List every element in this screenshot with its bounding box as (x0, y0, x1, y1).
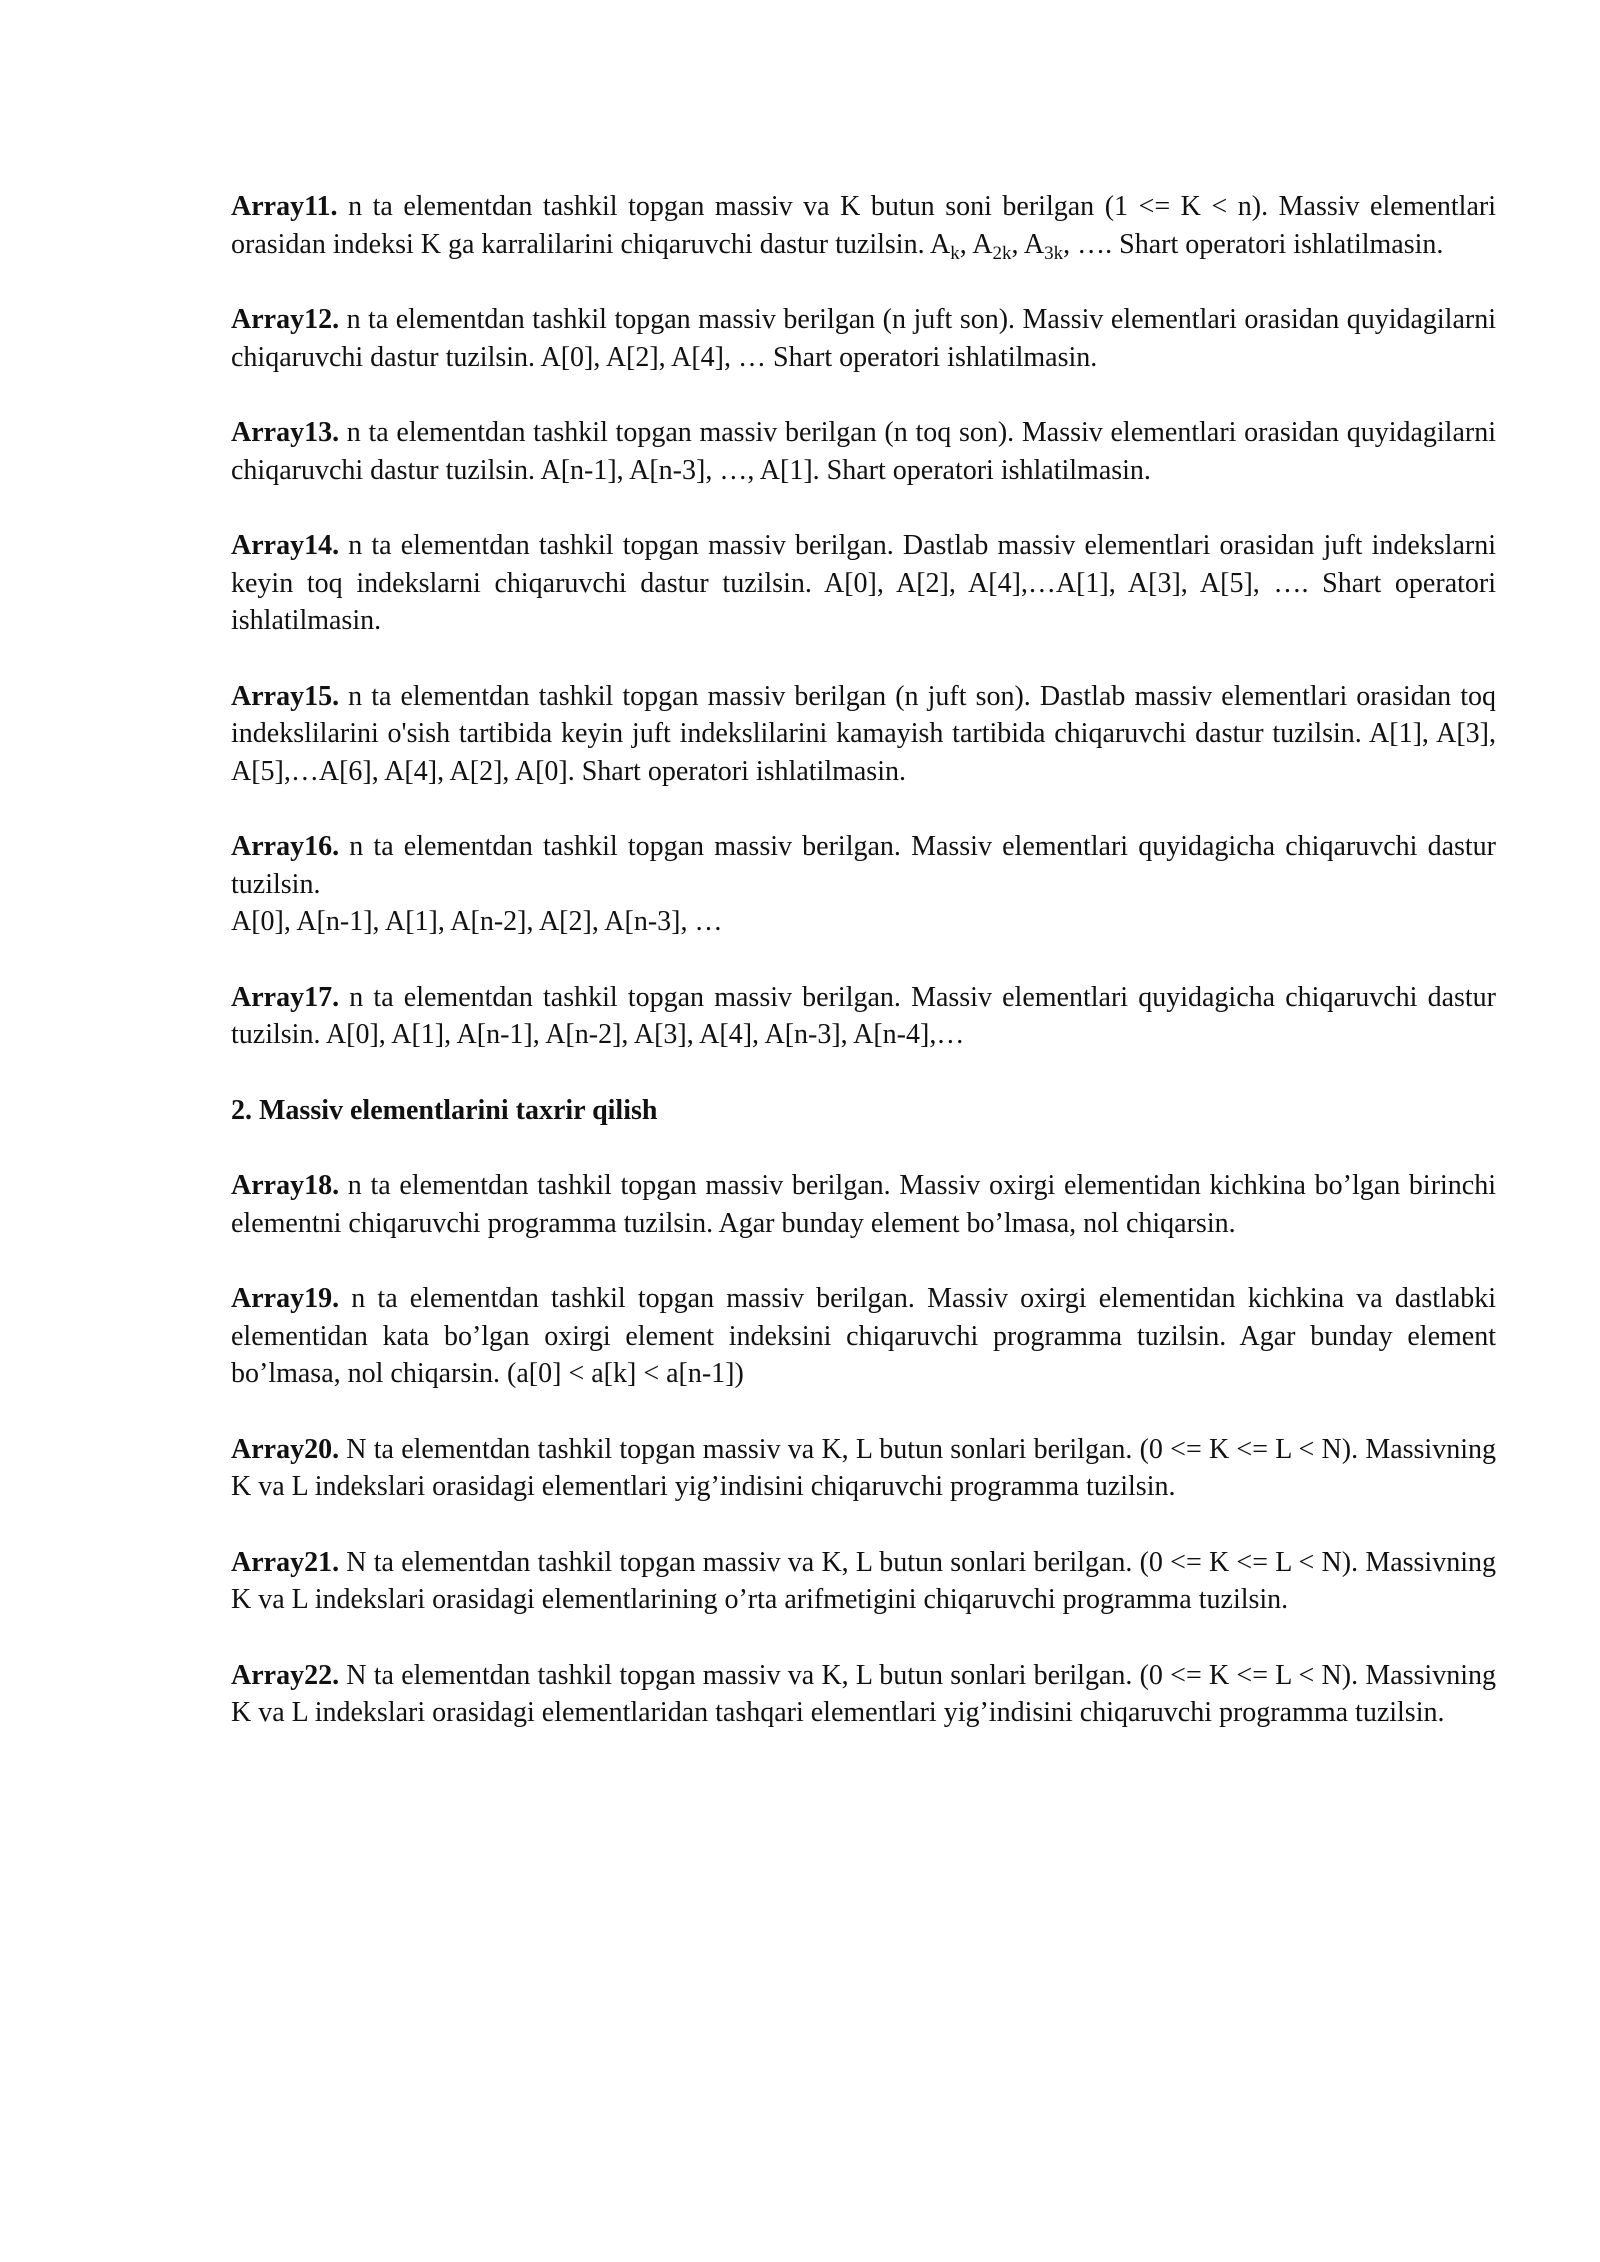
task-label: Array16. (231, 831, 340, 862)
subscript: k (950, 242, 960, 264)
task-label: Array17. (231, 981, 340, 1013)
section-heading: 2. Massiv elementlarini taxrir qilish (231, 1094, 658, 1126)
task-array21 (231, 1544, 1496, 1619)
task-label: Array22. (231, 1659, 340, 1691)
task-text: , A (959, 228, 993, 260)
task-array12 (231, 301, 1496, 376)
task-text: n ta elementdan tashkil topgan massiv berilgan (n juft son). Massiv elementlari orasidan quyidagilarni chiqaruvchi dastur tuzilsin. A[0], A[2], A[4], … Shart operatori ishlatilmasin. (231, 304, 1496, 373)
task-array18 (231, 1167, 1496, 1242)
task-label: Array11. (231, 191, 338, 222)
task-array11 (231, 188, 1496, 263)
task-text: n ta elementdan tashkil topgan massiv berilgan. Massiv oxirgi elementidan kichkina va dastlabki elementidan kata bo’lgan oxirgi element indeksini chiqaruvchi programma tuzilsin. Agar bunday element bo’lmasa, nol chiqarsin. (a[0] < a[k] < a[n-1]) (231, 1283, 1496, 1389)
task-text: n ta elementdan tashkil topgan massiv berilgan. Massiv elementlari quyidagicha chiqaruvchi dastur tuzilsin. (231, 831, 1496, 900)
task-text: n ta elementdan tashkil topgan massiv berilgan. Massiv elementlari quyidagicha chiqaruvchi dastur tuzilsin. A[0], A[1], A[n-1], A[n-2], A[3], A[4], A[n-3], A[n-4],… (231, 981, 1496, 1050)
task-label: Array12. (231, 304, 340, 335)
task-array19 (231, 1280, 1496, 1393)
task-text: N ta elementdan tashkil topgan massiv va K, L butun sonlari berilgan. (0 <= K <= L < N). Massivning K va L indekslari orasidagi elementlari yig’indisini chiqaruvchi programma tuzilsin. (231, 1433, 1496, 1502)
task-label: Array18. (231, 1170, 340, 1201)
task-formula: A[0], A[n-1], A[1], A[n-2], A[2], A[n-3], … (231, 906, 723, 937)
task-array13 (231, 414, 1496, 489)
task-array22 (231, 1657, 1496, 1732)
task-text: n ta elementdan tashkil topgan massiv berilgan (n toq son). Massiv elementlari orasidan quyidagilarni chiqaruvchi dastur tuzilsin. A[n-1], A[n-3], …, A[1]. Shart operatori ishlatilmasin. (231, 417, 1496, 486)
task-array17 (231, 979, 1496, 1054)
task-text: n ta elementdan tashkil topgan massiv berilgan. Massiv oxirgi elementidan kichkina bo’lgan birinchi elementni chiqaruvchi programma tuzilsin. Agar bunday element bo’lmasa, nol chiqarsin. (231, 1170, 1496, 1239)
task-array16 (231, 828, 1496, 941)
task-text: N ta elementdan tashkil topgan massiv va K, L butun sonlari berilgan. (0 <= K <= L < N). Massivning K va L indekslari orasidagi elementlaridan tashqari elementlari yig’indisini chiqaruvchi programma tuzilsin. (231, 1659, 1496, 1728)
task-label: Array19. (231, 1283, 340, 1314)
task-label: Array21. (231, 1546, 340, 1578)
task-label: Array14. (231, 530, 340, 561)
task-text: , …. Shart operatori ishlatilmasin. (1063, 228, 1444, 260)
task-text: n ta elementdan tashkil topgan massiv berilgan (n juft son). Dastlab massiv elementlari orasidan toq indekslilarini o'sish tartibida keyin juft indekslilarini kamayish tartibida chiqaruvchi dastur tuzilsin. A[1], A[3], A[5],…A[6], A[4], A[2], A[0]. Shart operatori ishlatilmasin. (231, 680, 1496, 787)
task-array15 (231, 678, 1496, 791)
task-text: N ta elementdan tashkil topgan massiv va K, L butun sonlari berilgan. (0 <= K <= L < N). Massivning K va L indekslari orasidagi elementlarining o’rta arifmetigini chiqaruvchi programma tuzilsin. (231, 1546, 1496, 1615)
task-label: Array20. (231, 1433, 340, 1465)
task-array20 (231, 1431, 1496, 1506)
subscript: 2k (992, 242, 1012, 264)
task-array14 (231, 527, 1496, 640)
task-text: n ta elementdan tashkil topgan massiv va K butun soni berilgan (1 <= K < n). Massiv elementlari orasidan indeksi K ga karralilarini chiqaruvchi dastur tuzilsin. A (231, 191, 1496, 260)
task-text: , A (1011, 228, 1045, 260)
subscript: 3k (1044, 242, 1064, 264)
task-label: Array15. (231, 680, 340, 712)
task-label: Array13. (231, 417, 340, 448)
document-body (231, 188, 1496, 1770)
task-text: n ta elementdan tashkil topgan massiv berilgan. Dastlab massiv elementlari orasidan juft indekslarni keyin toq indekslarni chiqaruvchi dastur tuzilsin. A[0], A[2], A[4],…A[1], A[3], A[5], …. Shart operatori ishlatilmasin. (231, 530, 1496, 636)
